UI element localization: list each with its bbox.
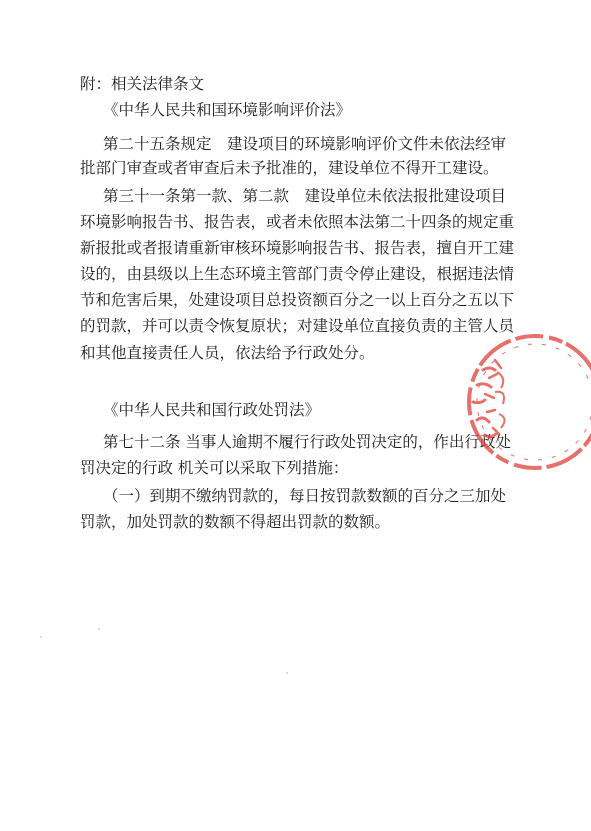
attachment-heading: 附：相关法律条文 (80, 75, 205, 93)
law-title-admin-penalty: 《中华人民共和国行政处罚法》 (103, 401, 321, 419)
law-title-eia: 《中华人民共和国环境影响评价法》 (103, 101, 352, 119)
article-31-line-6: 的罚款，并可以责令恢复原状；对建设单位直接负责的主管人员 (80, 317, 515, 335)
item-1-line-1: （一）到期不缴纳罚款的，每日按罚款数额的百分之三加处 (103, 487, 507, 505)
scan-speck (286, 672, 288, 674)
article-25-line-1: 第二十五条规定 建设项目的环境影响评价文件未依法经审 (103, 135, 507, 153)
article-31-line-4: 设的，由县级以上生态环境主管部门责令停止建设，根据违法情 (80, 265, 515, 283)
article-31-line-2: 环境影响报告书、报告表，或者未依照本法第二十四条的规定重 (80, 213, 515, 231)
article-31-line-1: 第三十一条第一款、第二款 建设单位未依法报批建设项目 (103, 187, 507, 205)
article-31-line-7: 和其他直接责任人员，依法给予行政处分。 (80, 344, 375, 362)
article-72-line-1: 第七十二条 当事人逾期不履行行政处罚决定的，作出行政处 (103, 433, 511, 451)
official-seal-stamp (455, 330, 591, 480)
article-25-line-2: 批部门审查或者审查后未予批准的，建设单位不得开工建设。 (80, 159, 499, 177)
article-31-line-3: 新报批或者报请重新审核环境影响报告书、报告表，擅自开工建 (80, 239, 515, 257)
article-72-line-2: 罚决定的行政 机关可以采取下列措施： (80, 459, 349, 477)
scan-speck (40, 636, 42, 638)
article-31-line-5: 节和危害后果，处建设项目总投资额百分之一以上百分之五以下 (80, 291, 515, 309)
item-1-line-2: 罚款，加处罚款的数额不得超出罚款的数额。 (80, 513, 391, 531)
scan-speck (98, 628, 100, 630)
